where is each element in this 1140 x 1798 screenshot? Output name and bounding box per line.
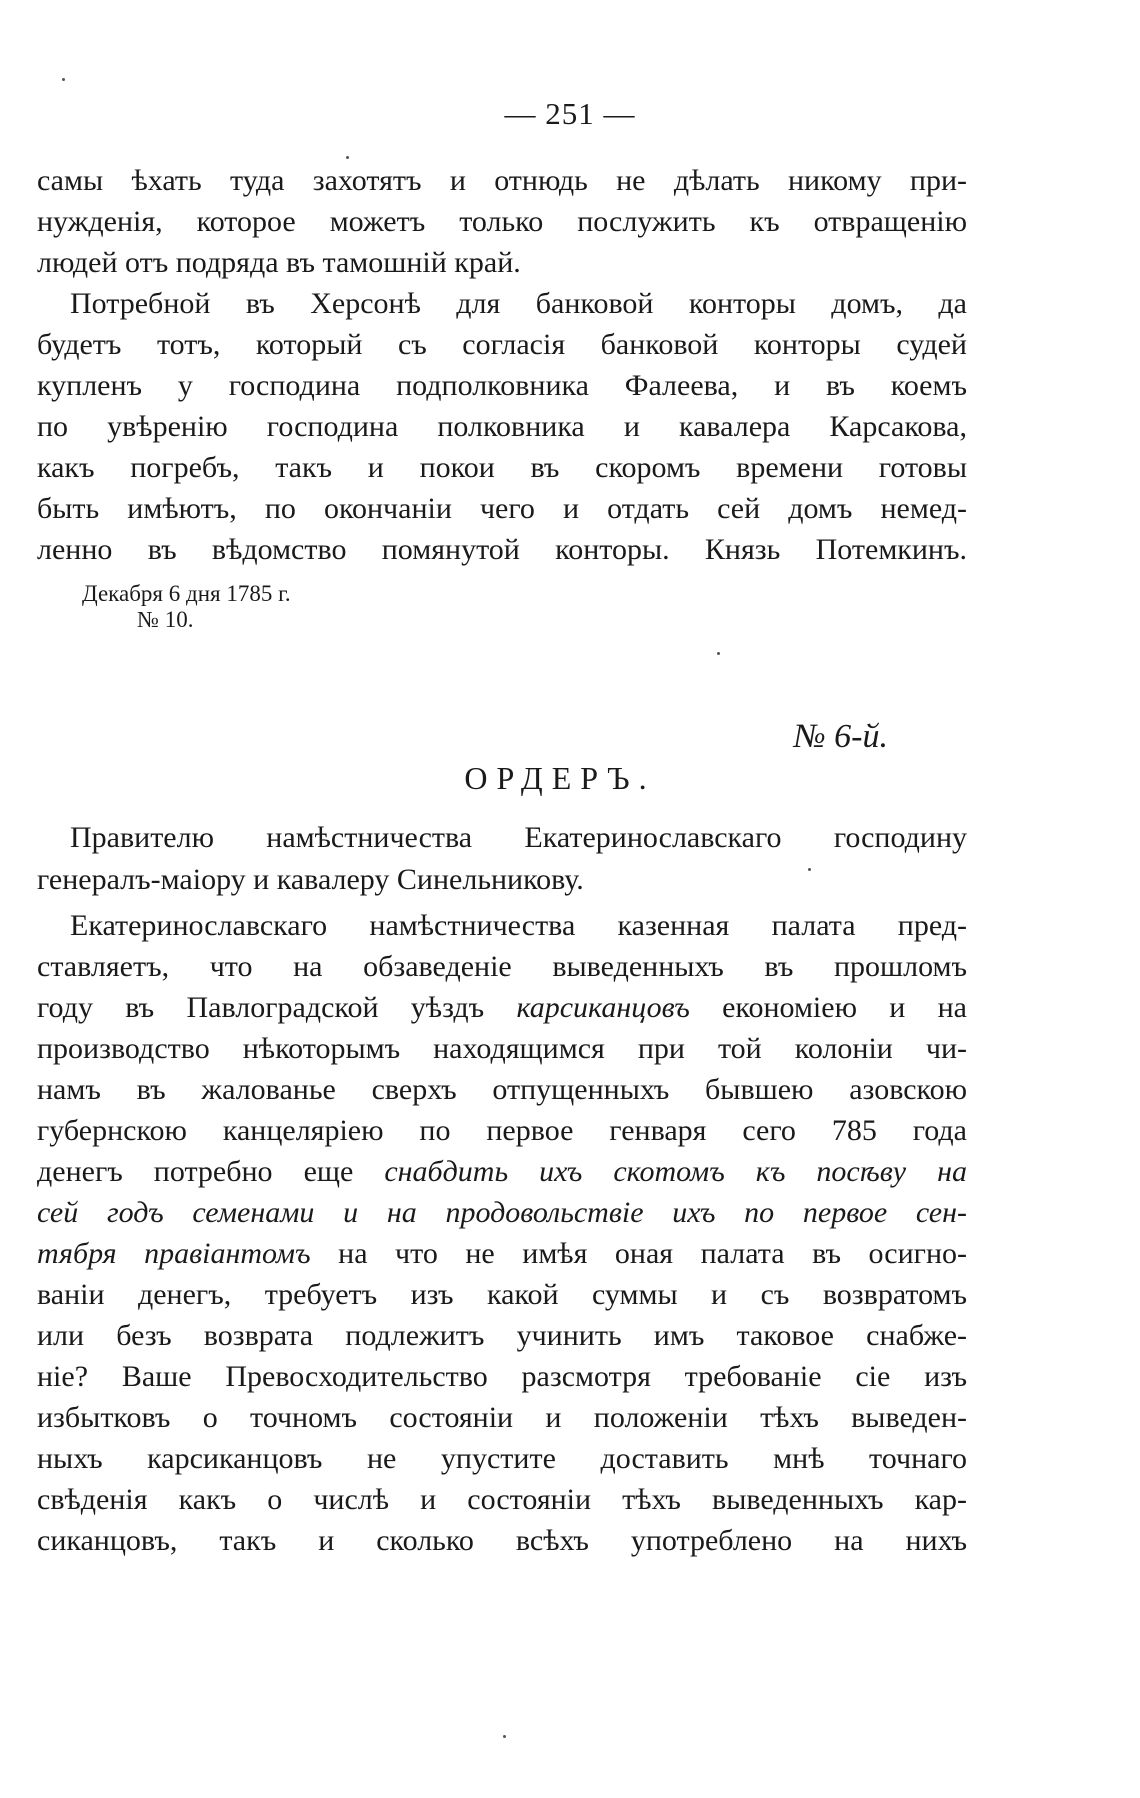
text-span: денегъ потребно еще — [37, 1155, 385, 1188]
text-line: какъ погребъ, такъ и покои въ скоромъ времени готовы — [37, 451, 967, 484]
document-register-number: № 10. — [137, 607, 194, 632]
text-line: сиканцовъ, такъ и сколько всѣхъ употреблено на нихъ — [37, 1524, 967, 1557]
text-line: ваніи денегъ, требуетъ изъ какой суммы и съ возвратомъ — [37, 1278, 967, 1311]
scan-speck — [346, 156, 349, 159]
text-span: году въ Павлоградской уѣздъ — [37, 991, 517, 1024]
scan-speck — [62, 78, 65, 81]
text-line: ленно въ вѣдомство помянутой конторы. Князь Потемкинъ. — [37, 533, 967, 566]
scan-speck — [503, 1735, 506, 1738]
text-line: производство нѣкоторымъ находящимся при той колоніи чи- — [37, 1032, 967, 1065]
scan-speck — [717, 652, 720, 655]
text-line — [37, 985, 967, 1031]
document-date: Декабря 6 дня 1785 г. — [82, 581, 291, 606]
italic-span: тября правіантомъ — [37, 1237, 311, 1270]
text-line: намъ въ жалованье сверхъ отпущенныхъ бывшею азовскою — [37, 1073, 967, 1106]
italic-span: снабдить ихъ скотомъ къ посѣву на — [384, 1155, 967, 1188]
text-line: быть имѣютъ, по окончаніи чего и отдать сей домъ немед- — [37, 492, 967, 525]
text-line: свѣденія какъ о числѣ и состояніи тѣхъ выведенныхъ кар- — [37, 1483, 967, 1516]
text-line: Екатеринославскаго намѣстничества казенная палата пред- — [70, 909, 967, 942]
text-line: нужденія, которое можетъ только послужить къ отвращенію — [37, 205, 967, 238]
text-line: избытковъ о точномъ состояніи и положеніи тѣхъ выведен- — [37, 1401, 967, 1434]
text-line: ныхъ карсиканцовъ не упустите доставить мнѣ точнаго — [37, 1442, 967, 1475]
text-line: ставляетъ, что на обзаведеніе выведенныхъ въ прошломъ — [37, 950, 967, 983]
text-line — [37, 1231, 967, 1277]
page-number: — 251 — — [504, 96, 636, 131]
italic-span: карсиканцовъ — [516, 991, 690, 1024]
scan-speck — [808, 868, 811, 871]
text-span: на что не имѣя оная палата въ осигно- — [310, 1237, 968, 1270]
order-number: № 6-й. — [793, 718, 888, 755]
italic-span: сей годъ семенами и на продовольствіе ихъ по первое сен- — [37, 1196, 967, 1229]
text-line — [37, 1190, 967, 1236]
text-line — [37, 1149, 967, 1195]
text-line: губернскою канцеляріею по первое генваря сего 785 года — [37, 1114, 967, 1147]
text-line: ніе? Ваше Превосходительство разсмотря требованіе сіе изъ — [37, 1360, 967, 1393]
text-line: будетъ тотъ, который съ согласія банковой конторы судей — [37, 328, 967, 361]
address-line: генералъ-маіору и кавалеру Синельникову. — [37, 863, 584, 896]
text-line: или безъ возврата подлежитъ учинить имъ таковое снабже- — [37, 1319, 967, 1352]
address-line: Правителю намѣстничества Екатеринославскаго господину — [70, 821, 967, 854]
text-line: людей отъ подряда въ тамошній край. — [37, 246, 521, 279]
text-line: по увѣренію господина полковника и кавалера Карсакова, — [37, 410, 967, 443]
text-line: самы ѣхать туда захотятъ и отнюдь не дѣлать никому при- — [37, 164, 967, 197]
order-heading: ОРДЕРЪ. — [464, 760, 656, 796]
text-span: економіею и на — [689, 991, 967, 1024]
text-line: Потребной въ Херсонѣ для банковой конторы домъ, да — [70, 287, 967, 320]
text-line: купленъ у господина подполковника Фалеева, и въ коемъ — [37, 369, 967, 402]
